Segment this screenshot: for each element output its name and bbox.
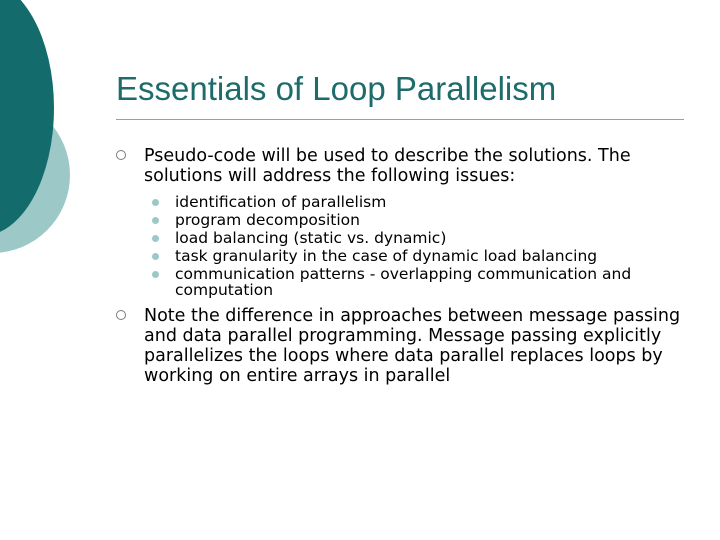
sub-bullet-item <box>116 266 696 298</box>
hollow-circle-bullet-icon <box>116 310 126 320</box>
sub-bullet-text: load balancing (static vs. dynamic) <box>175 229 447 247</box>
bullet-item-2-text: Note the difference in approaches between message passing and data parallel programming. Message passing explicitly parallelizes the loops where data parallel replaces loops by working on entire arrays in parallel <box>144 306 681 386</box>
sub-bullet-text: identification of parallelism <box>175 193 387 211</box>
bullet-item-1 <box>116 146 696 186</box>
sub-bullet-item <box>116 212 696 228</box>
dot-bullet-icon <box>152 253 159 260</box>
sub-bullet-text: program decomposition <box>175 211 360 229</box>
bullet-item-1-text: Pseudo-code will be used to describe the solutions. The solutions will address the following issues: <box>144 146 631 186</box>
sub-bullet-text: communication patterns - overlapping communication and computation <box>175 265 632 299</box>
sub-bullet-item <box>116 194 696 210</box>
sub-bullet-item <box>116 248 696 264</box>
issues-sublist <box>116 194 696 298</box>
bullet-item-2 <box>116 306 696 386</box>
title-divider <box>116 119 684 120</box>
slide-content <box>116 146 696 392</box>
slide-title: Essentials of Loop Parallelism <box>116 70 557 107</box>
dot-bullet-icon <box>152 199 159 206</box>
decorative-circles <box>0 0 80 300</box>
sub-bullet-item <box>116 230 696 246</box>
dot-bullet-icon <box>152 235 159 242</box>
dot-bullet-icon <box>152 271 159 278</box>
sub-bullet-text: task granularity in the case of dynamic load balancing <box>175 247 598 265</box>
dot-bullet-icon <box>152 217 159 224</box>
hollow-circle-bullet-icon <box>116 150 126 160</box>
